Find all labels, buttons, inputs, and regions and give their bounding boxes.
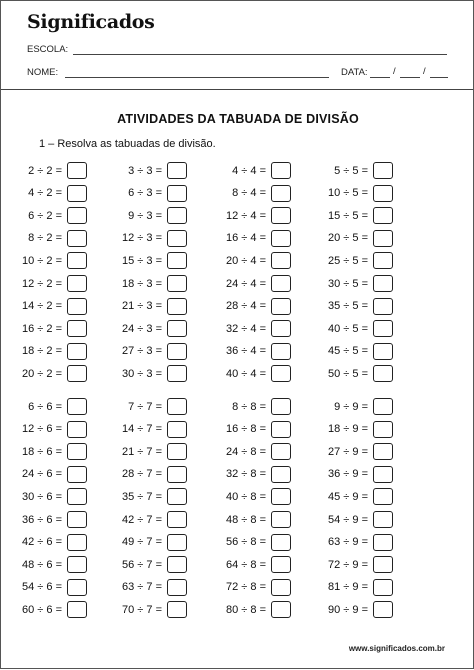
exercise-expression: 60 ÷ 6 =	[22, 603, 62, 616]
exercise-expression: 90 ÷ 9 =	[328, 603, 368, 616]
answer-box[interactable]	[67, 398, 87, 415]
answer-box[interactable]	[271, 230, 291, 247]
exercise-expression: 30 ÷ 6 =	[22, 490, 62, 503]
exercise-item	[101, 364, 187, 383]
answer-box[interactable]	[167, 511, 187, 528]
answer-box[interactable]	[373, 601, 393, 618]
answer-box[interactable]	[67, 320, 87, 337]
exercise-expression: 10 ÷ 2 =	[22, 254, 62, 267]
exercise-item	[205, 397, 291, 416]
exercise-item	[307, 533, 393, 552]
answer-box[interactable]	[271, 511, 291, 528]
exercise-expression: 9 ÷ 3 =	[128, 209, 162, 222]
answer-box[interactable]	[67, 275, 87, 292]
exercise-item	[205, 342, 291, 361]
answer-box[interactable]	[67, 466, 87, 483]
answer-box[interactable]	[67, 185, 87, 202]
answer-box[interactable]	[373, 230, 393, 247]
exercise-expression: 63 ÷ 7 =	[122, 581, 162, 594]
exercise-item	[205, 578, 291, 597]
exercise-grid	[1, 1, 474, 670]
exercise-item	[307, 420, 393, 439]
exercise-item	[307, 297, 393, 316]
exercise-expression: 50 ÷ 5 =	[328, 367, 368, 380]
exercise-expression: 24 ÷ 4 =	[226, 277, 266, 290]
answer-box[interactable]	[373, 207, 393, 224]
answer-box[interactable]	[373, 298, 393, 315]
exercise-item	[1, 297, 87, 316]
answer-box[interactable]	[167, 162, 187, 179]
exercise-item	[205, 364, 291, 383]
answer-box[interactable]	[67, 252, 87, 269]
exercise-expression: 3 ÷ 3 =	[128, 164, 162, 177]
exercise-item	[307, 342, 393, 361]
exercise-expression: 20 ÷ 2 =	[22, 367, 62, 380]
date-separator: /	[393, 66, 396, 77]
exercise-item	[307, 510, 393, 529]
answer-box[interactable]	[67, 443, 87, 460]
exercise-item	[307, 319, 393, 338]
answer-box[interactable]	[167, 185, 187, 202]
exercise-expression: 30 ÷ 3 =	[122, 367, 162, 380]
exercise-expression: 16 ÷ 4 =	[226, 232, 266, 245]
answer-box[interactable]	[271, 579, 291, 596]
exercise-expression: 36 ÷ 6 =	[22, 513, 62, 526]
exercise-expression: 49 ÷ 7 =	[122, 536, 162, 549]
exercise-expression: 8 ÷ 2 =	[28, 232, 62, 245]
answer-box[interactable]	[67, 601, 87, 618]
exercise-item	[205, 297, 291, 316]
exercise-expression: 4 ÷ 4 =	[232, 164, 266, 177]
answer-box[interactable]	[373, 252, 393, 269]
footer-url: www.significados.com.br	[348, 644, 445, 653]
exercise-item	[1, 229, 87, 248]
exercise-expression: 6 ÷ 6 =	[28, 400, 62, 413]
exercise-expression: 2 ÷ 2 =	[28, 164, 62, 177]
name-label: NOME:	[27, 67, 59, 78]
exercise-expression: 64 ÷ 8 =	[226, 558, 266, 571]
exercise-expression: 28 ÷ 4 =	[226, 300, 266, 313]
exercise-expression: 20 ÷ 4 =	[226, 254, 266, 267]
exercise-item	[101, 161, 187, 180]
exercise-expression: 35 ÷ 7 =	[122, 490, 162, 503]
date-separator: /	[423, 66, 426, 77]
exercise-expression: 40 ÷ 8 =	[226, 490, 266, 503]
answer-box[interactable]	[67, 488, 87, 505]
exercise-item	[205, 161, 291, 180]
exercise-expression: 81 ÷ 9 =	[328, 581, 368, 594]
exercise-item	[1, 274, 87, 293]
exercise-item	[101, 442, 187, 461]
exercise-item	[1, 397, 87, 416]
exercise-expression: 40 ÷ 5 =	[328, 322, 368, 335]
exercise-item	[101, 206, 187, 225]
exercise-item	[1, 510, 87, 529]
answer-box[interactable]	[67, 556, 87, 573]
answer-box[interactable]	[167, 252, 187, 269]
exercise-item	[307, 229, 393, 248]
answer-box[interactable]	[373, 398, 393, 415]
answer-box[interactable]	[67, 511, 87, 528]
exercise-expression: 25 ÷ 5 =	[328, 254, 368, 267]
exercise-item	[1, 342, 87, 361]
exercise-expression: 9 ÷ 9 =	[334, 400, 368, 413]
exercise-expression: 35 ÷ 5 =	[328, 300, 368, 313]
exercise-item	[101, 397, 187, 416]
exercise-expression: 80 ÷ 8 =	[226, 603, 266, 616]
answer-box[interactable]	[67, 207, 87, 224]
exercise-item	[205, 274, 291, 293]
exercise-item	[205, 319, 291, 338]
answer-box[interactable]	[373, 320, 393, 337]
brand-logo: Significados	[27, 11, 155, 33]
answer-box[interactable]	[167, 275, 187, 292]
exercise-expression: 12 ÷ 2 =	[22, 277, 62, 290]
exercise-item	[1, 555, 87, 574]
exercise-expression: 36 ÷ 9 =	[328, 468, 368, 481]
exercise-expression: 28 ÷ 7 =	[122, 468, 162, 481]
answer-box[interactable]	[271, 443, 291, 460]
answer-box[interactable]	[271, 365, 291, 382]
exercise-expression: 5 ÷ 5 =	[334, 164, 368, 177]
exercise-item	[1, 184, 87, 203]
exercise-item	[307, 364, 393, 383]
exercise-expression: 48 ÷ 6 =	[22, 558, 62, 571]
exercise-expression: 72 ÷ 9 =	[328, 558, 368, 571]
exercise-item	[307, 161, 393, 180]
answer-box[interactable]	[67, 534, 87, 551]
exercise-expression: 12 ÷ 4 =	[226, 209, 266, 222]
answer-box[interactable]	[373, 365, 393, 382]
exercise-expression: 18 ÷ 3 =	[122, 277, 162, 290]
exercise-expression: 20 ÷ 5 =	[328, 232, 368, 245]
exercise-item	[205, 229, 291, 248]
exercise-expression: 56 ÷ 7 =	[122, 558, 162, 571]
answer-box[interactable]	[373, 162, 393, 179]
answer-box[interactable]	[373, 421, 393, 438]
answer-box[interactable]	[67, 343, 87, 360]
exercise-expression: 40 ÷ 4 =	[226, 367, 266, 380]
exercise-item	[307, 442, 393, 461]
exercise-item	[205, 442, 291, 461]
exercise-item	[101, 274, 187, 293]
answer-box[interactable]	[271, 421, 291, 438]
exercise-item	[205, 184, 291, 203]
exercise-expression: 15 ÷ 5 =	[328, 209, 368, 222]
school-label: ESCOLA:	[27, 44, 69, 55]
exercise-expression: 16 ÷ 8 =	[226, 423, 266, 436]
answer-box[interactable]	[67, 162, 87, 179]
exercise-item	[307, 600, 393, 619]
answer-box[interactable]	[373, 488, 393, 505]
exercise-expression: 6 ÷ 2 =	[28, 209, 62, 222]
answer-box[interactable]	[67, 298, 87, 315]
exercise-item	[101, 510, 187, 529]
answer-box[interactable]	[67, 230, 87, 247]
date-label: DATA:	[341, 67, 368, 78]
exercise-expression: 24 ÷ 3 =	[122, 322, 162, 335]
exercise-expression: 14 ÷ 7 =	[122, 423, 162, 436]
exercise-expression: 27 ÷ 9 =	[328, 445, 368, 458]
exercise-expression: 18 ÷ 6 =	[22, 445, 62, 458]
exercise-item	[205, 600, 291, 619]
answer-box[interactable]	[167, 398, 187, 415]
exercise-item	[205, 420, 291, 439]
exercise-item	[307, 184, 393, 203]
answer-box[interactable]	[373, 556, 393, 573]
answer-box[interactable]	[373, 185, 393, 202]
answer-box[interactable]	[167, 365, 187, 382]
answer-box[interactable]	[167, 466, 187, 483]
exercise-expression: 54 ÷ 6 =	[22, 581, 62, 594]
answer-box[interactable]	[271, 601, 291, 618]
exercise-item	[205, 465, 291, 484]
exercise-item	[205, 251, 291, 270]
exercise-expression: 21 ÷ 7 =	[122, 445, 162, 458]
exercise-expression: 24 ÷ 6 =	[22, 468, 62, 481]
exercise-expression: 45 ÷ 9 =	[328, 490, 368, 503]
exercise-item	[101, 578, 187, 597]
exercise-item	[307, 251, 393, 270]
exercise-item	[1, 364, 87, 383]
exercise-item	[101, 420, 187, 439]
exercise-item	[205, 555, 291, 574]
answer-box[interactable]	[373, 466, 393, 483]
answer-box[interactable]	[271, 207, 291, 224]
answer-box[interactable]	[271, 488, 291, 505]
exercise-expression: 14 ÷ 2 =	[22, 300, 62, 313]
answer-box[interactable]	[271, 298, 291, 315]
exercise-expression: 72 ÷ 8 =	[226, 581, 266, 594]
exercise-expression: 56 ÷ 8 =	[226, 536, 266, 549]
answer-box[interactable]	[373, 511, 393, 528]
exercise-item	[1, 442, 87, 461]
answer-box[interactable]	[373, 579, 393, 596]
exercise-expression: 7 ÷ 7 =	[128, 400, 162, 413]
exercise-expression: 12 ÷ 6 =	[22, 423, 62, 436]
exercise-expression: 4 ÷ 2 =	[28, 187, 62, 200]
exercise-item	[101, 600, 187, 619]
exercise-item	[101, 555, 187, 574]
answer-box[interactable]	[271, 534, 291, 551]
answer-box[interactable]	[373, 534, 393, 551]
exercise-expression: 16 ÷ 2 =	[22, 322, 62, 335]
exercise-item	[205, 487, 291, 506]
exercise-expression: 21 ÷ 3 =	[122, 300, 162, 313]
exercise-item	[307, 397, 393, 416]
exercise-expression: 32 ÷ 4 =	[226, 322, 266, 335]
answer-box[interactable]	[271, 398, 291, 415]
exercise-item	[1, 319, 87, 338]
exercise-item	[101, 487, 187, 506]
answer-box[interactable]	[67, 365, 87, 382]
answer-box[interactable]	[67, 421, 87, 438]
answer-box[interactable]	[167, 421, 187, 438]
exercise-item	[1, 161, 87, 180]
answer-box[interactable]	[271, 343, 291, 360]
exercise-expression: 42 ÷ 6 =	[22, 536, 62, 549]
exercise-item	[205, 533, 291, 552]
exercise-expression: 12 ÷ 3 =	[122, 232, 162, 245]
exercise-item	[205, 206, 291, 225]
exercise-item	[1, 533, 87, 552]
worksheet-title: ATIVIDADES DA TABUADA DE DIVISÃO	[117, 112, 359, 126]
exercise-item	[101, 297, 187, 316]
answer-box[interactable]	[373, 343, 393, 360]
exercise-item	[1, 487, 87, 506]
exercise-expression: 63 ÷ 9 =	[328, 536, 368, 549]
exercise-expression: 6 ÷ 3 =	[128, 187, 162, 200]
exercise-expression: 42 ÷ 7 =	[122, 513, 162, 526]
instruction-text: 1 – Resolva as tabuadas de divisão.	[39, 138, 216, 150]
exercise-expression: 15 ÷ 3 =	[122, 254, 162, 267]
answer-box[interactable]	[373, 443, 393, 460]
exercise-item	[101, 533, 187, 552]
exercise-item	[101, 251, 187, 270]
exercise-item	[307, 465, 393, 484]
answer-box[interactable]	[167, 579, 187, 596]
answer-box[interactable]	[271, 275, 291, 292]
answer-box[interactable]	[271, 556, 291, 573]
exercise-item	[205, 510, 291, 529]
answer-box[interactable]	[167, 443, 187, 460]
answer-box[interactable]	[167, 488, 187, 505]
answer-box[interactable]	[167, 320, 187, 337]
exercise-expression: 36 ÷ 4 =	[226, 345, 266, 358]
exercise-item	[101, 342, 187, 361]
exercise-item	[1, 206, 87, 225]
answer-box[interactable]	[271, 320, 291, 337]
exercise-item	[1, 578, 87, 597]
answer-box[interactable]	[271, 466, 291, 483]
exercise-expression: 45 ÷ 5 =	[328, 345, 368, 358]
exercise-expression: 70 ÷ 7 =	[122, 603, 162, 616]
exercise-item	[101, 184, 187, 203]
exercise-expression: 8 ÷ 4 =	[232, 187, 266, 200]
exercise-item	[307, 206, 393, 225]
exercise-item	[101, 319, 187, 338]
exercise-expression: 8 ÷ 8 =	[232, 400, 266, 413]
exercise-item	[101, 465, 187, 484]
exercise-item	[307, 578, 393, 597]
exercise-expression: 32 ÷ 8 =	[226, 468, 266, 481]
exercise-expression: 48 ÷ 8 =	[226, 513, 266, 526]
exercise-item	[1, 600, 87, 619]
exercise-item	[1, 420, 87, 439]
exercise-expression: 27 ÷ 3 =	[122, 345, 162, 358]
answer-box[interactable]	[167, 343, 187, 360]
exercise-expression: 18 ÷ 2 =	[22, 345, 62, 358]
answer-box[interactable]	[271, 162, 291, 179]
exercise-item	[1, 251, 87, 270]
answer-box[interactable]	[167, 601, 187, 618]
exercise-item	[307, 555, 393, 574]
exercise-expression: 24 ÷ 8 =	[226, 445, 266, 458]
answer-box[interactable]	[167, 298, 187, 315]
exercise-expression: 54 ÷ 9 =	[328, 513, 368, 526]
exercise-expression: 10 ÷ 5 =	[328, 187, 368, 200]
answer-box[interactable]	[167, 207, 187, 224]
answer-box[interactable]	[271, 252, 291, 269]
exercise-item	[101, 229, 187, 248]
exercise-expression: 30 ÷ 5 =	[328, 277, 368, 290]
exercise-item	[1, 465, 87, 484]
answer-box[interactable]	[67, 579, 87, 596]
answer-box[interactable]	[271, 185, 291, 202]
answer-box[interactable]	[373, 275, 393, 292]
exercise-expression: 18 ÷ 9 =	[328, 423, 368, 436]
exercise-item	[307, 487, 393, 506]
answer-box[interactable]	[167, 230, 187, 247]
answer-box[interactable]	[167, 534, 187, 551]
answer-box[interactable]	[167, 556, 187, 573]
exercise-item	[307, 274, 393, 293]
